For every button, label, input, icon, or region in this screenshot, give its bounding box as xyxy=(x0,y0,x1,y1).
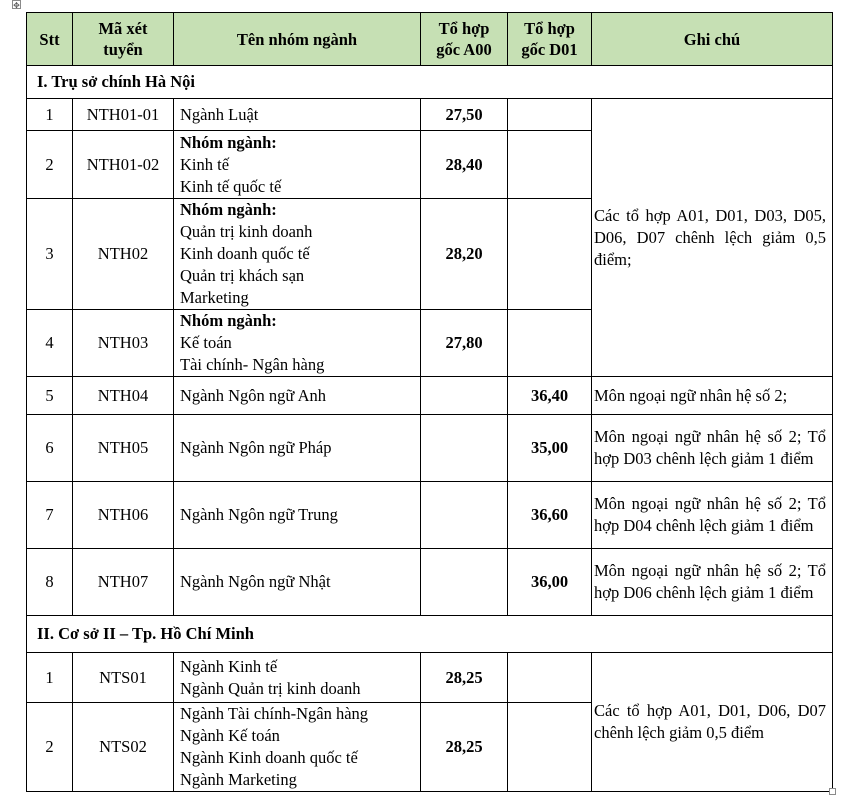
cell-ma: NTH04 xyxy=(73,377,174,415)
cell-note: Các tổ hợp A01, D01, D03, D05, D06, D07 chênh lệch giảm 0,5 điểm; xyxy=(592,99,833,377)
cell-stt: 5 xyxy=(27,377,73,415)
cell-stt: 1 xyxy=(27,653,73,703)
cell-d01: 36,00 xyxy=(508,549,592,616)
table-row xyxy=(27,415,833,482)
cell-ten xyxy=(174,131,421,199)
table-row xyxy=(27,482,833,549)
table-row xyxy=(27,99,833,131)
cell-ten xyxy=(174,549,421,616)
cell-stt: 8 xyxy=(27,549,73,616)
group-label: Nhóm ngành: xyxy=(180,132,277,152)
major-line: Ngành Ngôn ngữ Pháp xyxy=(180,438,332,457)
cell-ma: NTS02 xyxy=(73,703,174,792)
cell-ma: NTH06 xyxy=(73,482,174,549)
cell-note: Môn ngoại ngữ nhân hệ số 2; xyxy=(592,377,833,415)
cell-d01 xyxy=(508,310,592,377)
cell-ma: NTS01 xyxy=(73,653,174,703)
table-row xyxy=(27,377,833,415)
major-line: Ngành Kinh doanh quốc tế xyxy=(180,748,358,767)
cell-d01 xyxy=(508,131,592,199)
cell-stt: 2 xyxy=(27,131,73,199)
table-row xyxy=(27,653,833,703)
cell-ten xyxy=(174,653,421,703)
cell-stt: 6 xyxy=(27,415,73,482)
cell-d01 xyxy=(508,199,592,310)
header-stt: Stt xyxy=(27,13,73,66)
major-line: Ngành Marketing xyxy=(180,770,297,789)
section-title: II. Cơ sở II – Tp. Hồ Chí Minh xyxy=(27,616,833,653)
major-line: Ngành Luật xyxy=(180,104,259,124)
cell-d01 xyxy=(508,99,592,131)
major-line: Ngành Ngôn ngữ Nhật xyxy=(180,572,331,591)
cell-d01 xyxy=(508,653,592,703)
cell-note: Môn ngoại ngữ nhân hệ số 2; Tổ hợp D06 chênh lệch giảm 1 điểm xyxy=(592,549,833,616)
major-line: Kinh tế quốc tế xyxy=(180,176,282,196)
major-line: Ngành Kế toán xyxy=(180,726,280,745)
cell-a00: 27,50 xyxy=(421,99,508,131)
cell-ma: NTH02 xyxy=(73,199,174,310)
major-line: Kinh tế xyxy=(180,154,230,174)
section-row xyxy=(27,616,833,653)
cell-d01: 35,00 xyxy=(508,415,592,482)
cell-ma: NTH07 xyxy=(73,549,174,616)
cell-d01 xyxy=(508,703,592,792)
cell-note: Môn ngoại ngữ nhân hệ số 2; Tổ hợp D04 chênh lệch giảm 1 điểm xyxy=(592,482,833,549)
cell-stt: 3 xyxy=(27,199,73,310)
major-line: Ngành Tài chính-Ngân hàng xyxy=(180,704,369,723)
cell-a00: 27,80 xyxy=(421,310,508,377)
cell-ma: NTH05 xyxy=(73,415,174,482)
header-ma-xet-tuyen: Mã xét tuyển xyxy=(73,13,174,66)
cell-d01: 36,60 xyxy=(508,482,592,549)
table-row xyxy=(27,549,833,616)
cell-note: Các tổ hợp A01, D01, D06, D07 chênh lệch giảm 0,5 điểm xyxy=(592,653,833,792)
header-a00: Tổ hợp gốc A00 xyxy=(421,13,508,66)
cell-a00 xyxy=(421,482,508,549)
admission-score-table xyxy=(26,12,833,792)
header-row xyxy=(27,13,833,66)
major-line: Kế toán xyxy=(180,333,232,352)
table-move-handle-icon[interactable]: ✥ xyxy=(13,1,20,10)
cell-stt: 4 xyxy=(27,310,73,377)
section-title: I. Trụ sở chính Hà Nội xyxy=(27,66,833,99)
cell-ma: NTH01-01 xyxy=(73,99,174,131)
section-row xyxy=(27,66,833,99)
cell-ten xyxy=(174,99,421,131)
cell-a00 xyxy=(421,377,508,415)
cell-ten xyxy=(174,310,421,377)
cell-a00 xyxy=(421,549,508,616)
group-label: Nhóm ngành: xyxy=(180,311,277,330)
major-line: Quản trị kinh doanh xyxy=(180,222,313,241)
cell-ten xyxy=(174,415,421,482)
major-line: Marketing xyxy=(180,288,249,307)
cell-ma: NTH01-02 xyxy=(73,131,174,199)
header-ghi-chu: Ghi chú xyxy=(592,13,833,66)
major-line: Ngành Quản trị kinh doanh xyxy=(180,678,361,698)
cell-stt: 2 xyxy=(27,703,73,792)
cell-a00 xyxy=(421,415,508,482)
header-ten-nhom-nganh: Tên nhóm ngành xyxy=(174,13,421,66)
cell-a00: 28,25 xyxy=(421,653,508,703)
cell-a00: 28,20 xyxy=(421,199,508,310)
cell-ten xyxy=(174,482,421,549)
cell-ma: NTH03 xyxy=(73,310,174,377)
group-label: Nhóm ngành: xyxy=(180,200,277,219)
table-resize-handle[interactable] xyxy=(829,788,836,795)
cell-ten xyxy=(174,377,421,415)
cell-stt: 1 xyxy=(27,99,73,131)
major-line: Tài chính- Ngân hàng xyxy=(180,355,325,374)
major-line: Quản trị khách sạn xyxy=(180,266,305,285)
cell-d01: 36,40 xyxy=(508,377,592,415)
major-line: Kinh doanh quốc tế xyxy=(180,244,310,263)
major-line: Ngành Ngôn ngữ Anh xyxy=(180,385,326,405)
header-d01: Tổ hợp gốc D01 xyxy=(508,13,592,66)
cell-a00: 28,40 xyxy=(421,131,508,199)
major-line: Ngành Ngôn ngữ Trung xyxy=(180,505,338,524)
cell-stt: 7 xyxy=(27,482,73,549)
cell-ten xyxy=(174,199,421,310)
cell-a00: 28,25 xyxy=(421,703,508,792)
cell-ten xyxy=(174,703,421,792)
major-line: Ngành Kinh tế xyxy=(180,656,278,676)
cell-note: Môn ngoại ngữ nhân hệ số 2; Tổ hợp D03 chênh lệch giảm 1 điểm xyxy=(592,415,833,482)
